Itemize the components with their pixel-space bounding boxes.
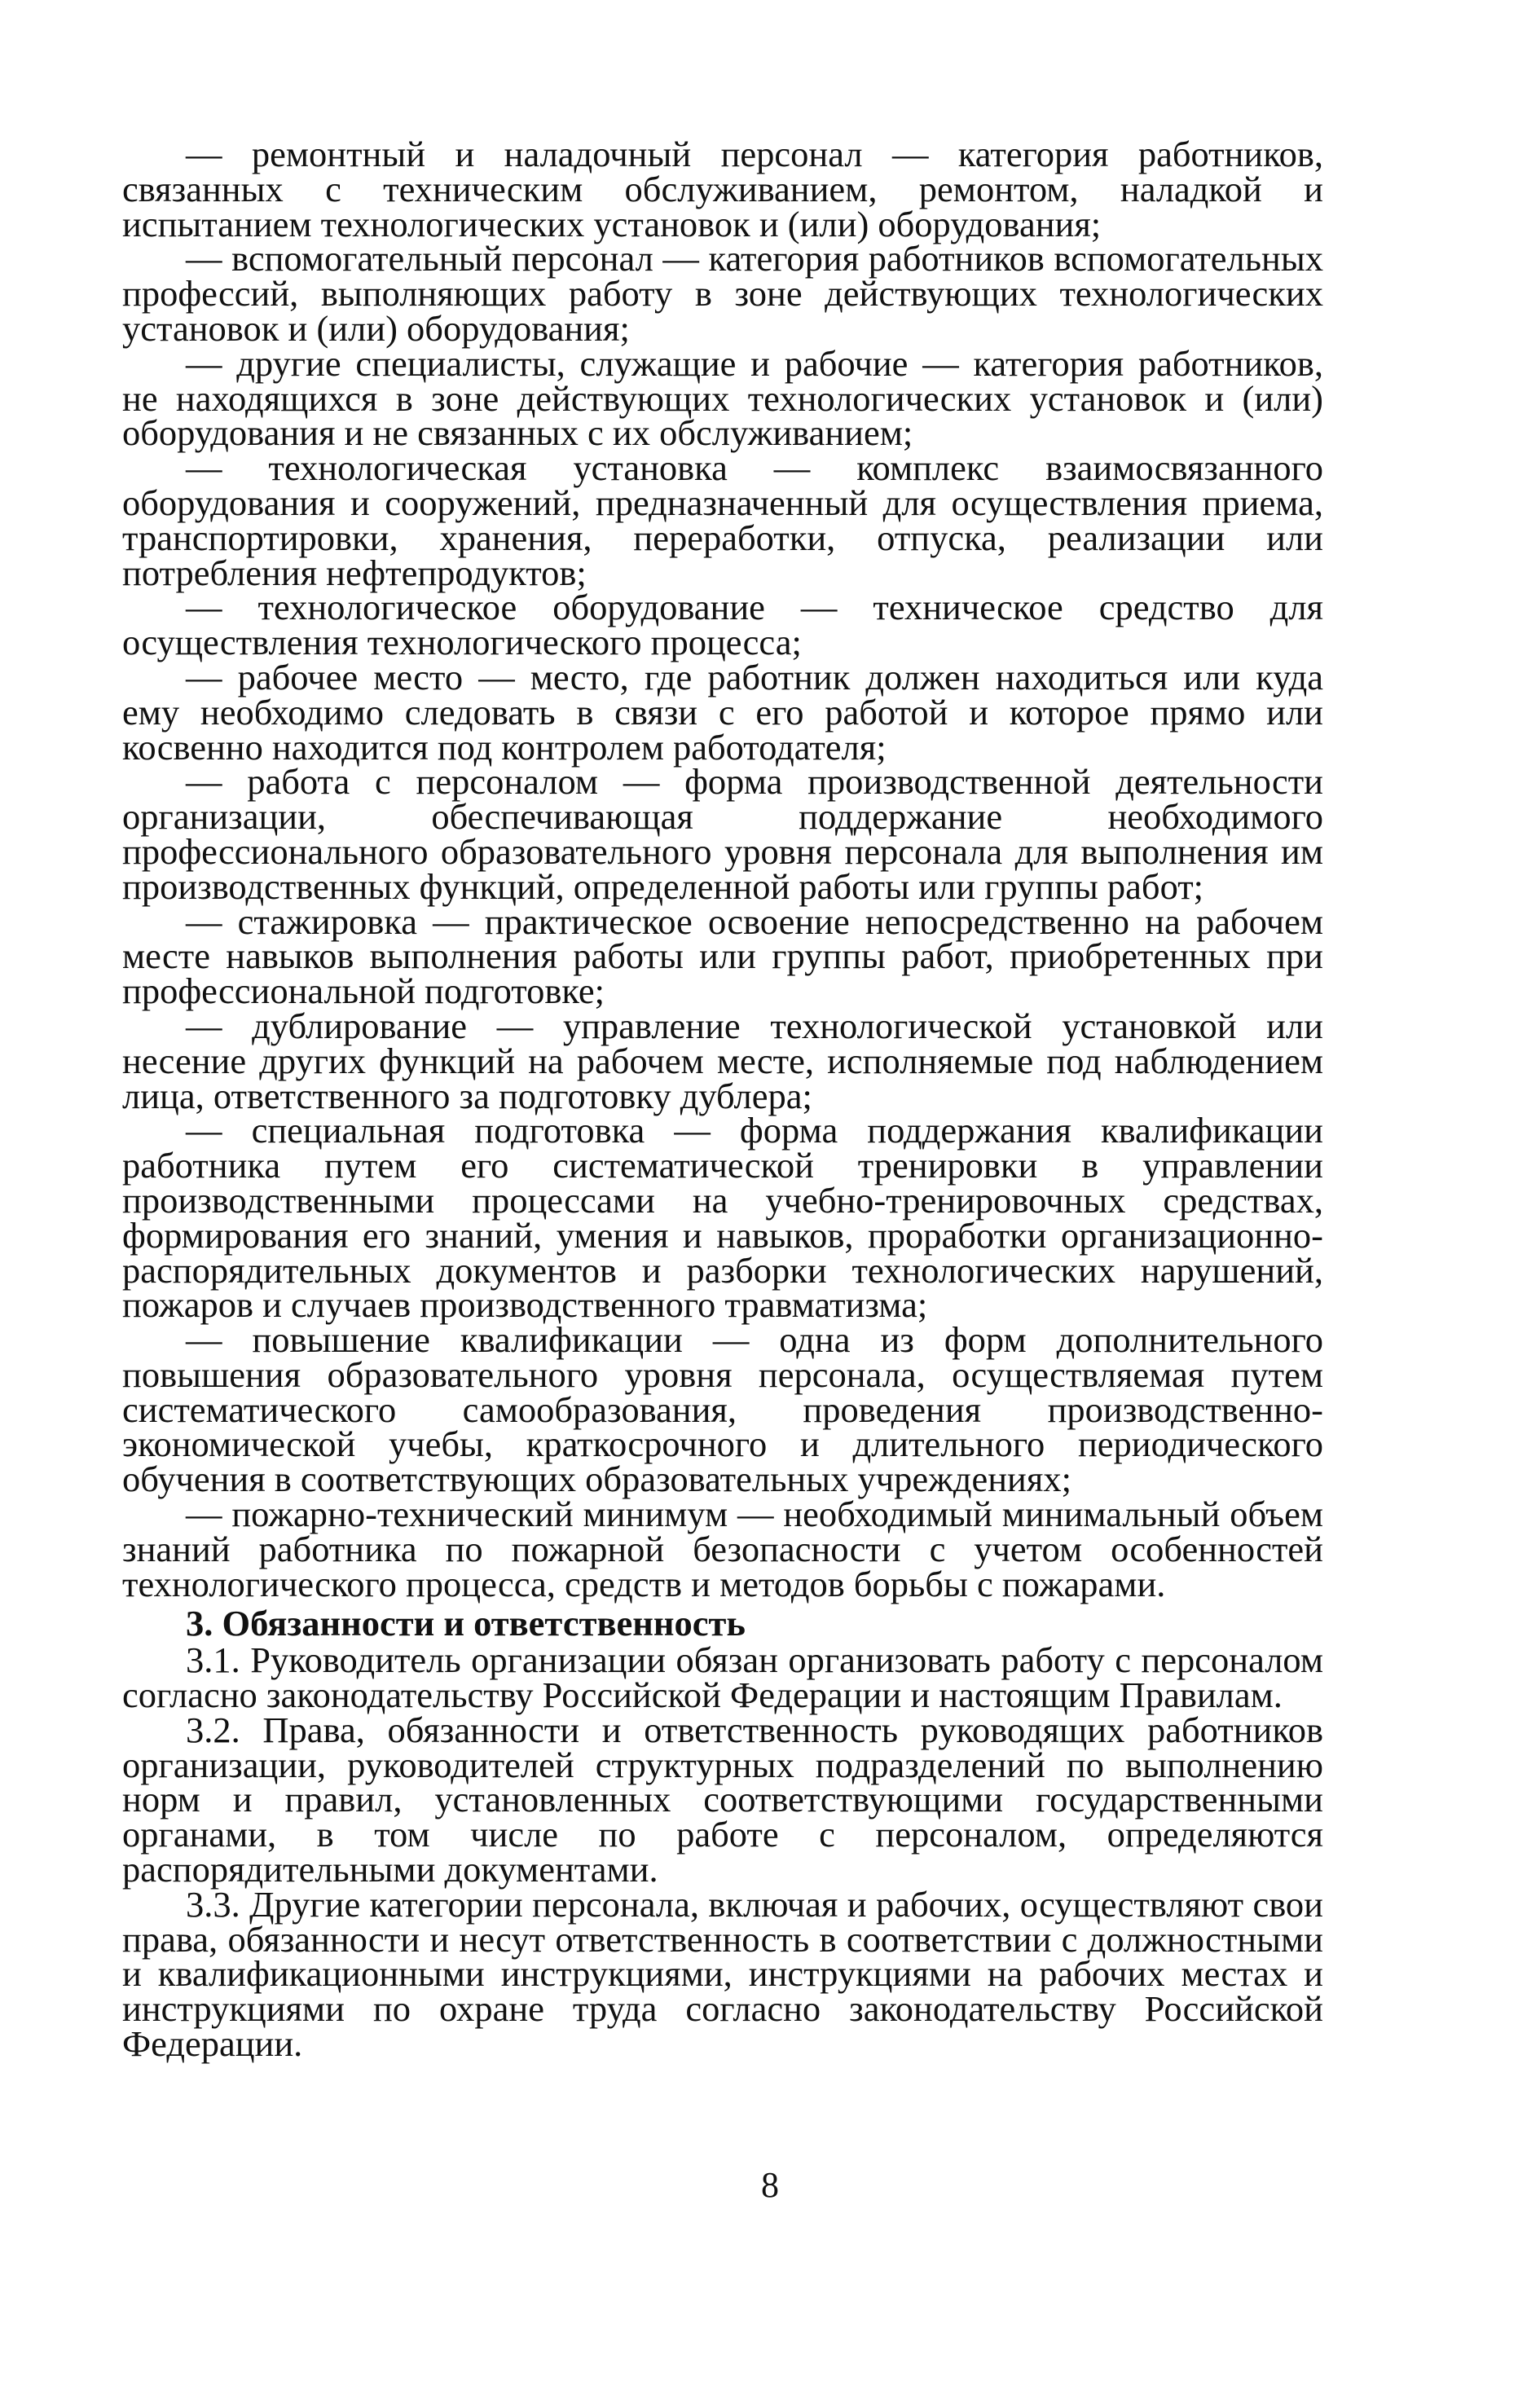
definition-workplace: — рабочее место — место, где работник должен находиться или куда ему необходимо следовать в связи с его работой и которое прямо или косвенно находится под контролем работодателя; xyxy=(122,656,1323,768)
definition-repair-personnel: — ремонтный и наладочный персонал — категория работников, связанных с техническим обслуживанием, ремонтом, наладкой и испытанием технологических установок и (или) оборудования; xyxy=(122,134,1323,244)
document-page-body xyxy=(122,134,1323,2065)
definition-auxiliary-personnel: — вспомогательный персонал — категория работников вспомогательных профессий, выполняющих работу в зоне действующих технологических установок и (или) оборудования; xyxy=(122,238,1323,349)
definition-technological-installation: — технологическая установка — комплекс взаимосвязанного оборудования и сооружений, предназначенный для осуществления приема, транспортировки, хранения, переработки, отпуска, реализации или потребления нефтепродуктов; xyxy=(122,447,1323,593)
definition-special-training: — специальная подготовка — форма поддержания квалификации работника путем его систематической тренировки в управлении производственными процессами на учебно-тренировочных средствах, формирования его знаний, умения и навыков, проработки организационно-распорядительных документов и разборки технологических нарушений, пожаров и случаев производственного травматизма; xyxy=(122,1110,1323,1326)
definition-duplication: — дублирование — управление технологической установкой или несение других функций на рабочем месте, исполняемые под наблюдением лица, ответственного за подготовку дублера; xyxy=(122,1005,1323,1116)
page-number: 8 xyxy=(761,2165,779,2205)
definition-internship: — стажировка — практическое освоение непосредственно на рабочем месте навыков выполнения работы или группы работ, приобретенных при профессиональной подготовке; xyxy=(122,900,1323,1012)
section-heading: 3. Обязанности и ответственность xyxy=(186,1603,746,1644)
section-paragraph-3-3: 3.3. Другие категории персонала, включая и рабочих, осуществляют свои права, обязанности и несут ответственность в соответствии с должностными и квалификационными инструкциями, инструкциями на рабочих местах и инструкциями по охране труда согласно законодательству Российской Федерации. xyxy=(122,1883,1323,2065)
definition-personnel-work: — работа с персоналом — форма производственной деятельности организации, обеспечивающая поддержание необходимого профессионального образовательного уровня персонала для выполнения им производственных функций, определенной работы или группы работ; xyxy=(122,761,1323,907)
definition-fire-technical-minimum: — пожарно-технический минимум — необходимый минимальный объем знаний работника по пожарной безопасности с учетом особенностей технологического процесса, средств и методов борьбы с пожарами. xyxy=(122,1494,1323,1604)
definition-other-specialists: — другие специалисты, служащие и рабочие — категория работников, не находящихся в зоне действующих технологических установок и (или) оборудования и не связанных с их обслуживанием; xyxy=(122,342,1323,454)
section-heading-wrapper xyxy=(122,1601,1323,1643)
definition-technological-equipment: — технологическое оборудование — техническое средство для осуществления технологического процесса; xyxy=(122,587,1323,663)
section-paragraph-3-2: 3.2. Права, обязанности и ответственность руководящих работников организации, руководителей структурных подразделений по выполнению норм и правил, установленных соответствующими государственными органами, в том числе по работе с персоналом, определяются распорядительными документами. xyxy=(122,1709,1323,1890)
section-paragraph-3-1: 3.1. Руководитель организации обязан организовать работу с персоналом согласно законодательству Российской Федерации и настоящим Правилам. xyxy=(122,1639,1323,1716)
definition-qualification-upgrade: — повышение квалификации — одна из форм дополнительного повышения образовательного уровня персонала, осуществляемая путем систематического самообразования, проведения производственно-экономической учебы, краткосрочного и длительного периодического обучения в соответствующих образовательных учреждениях; xyxy=(122,1319,1323,1500)
